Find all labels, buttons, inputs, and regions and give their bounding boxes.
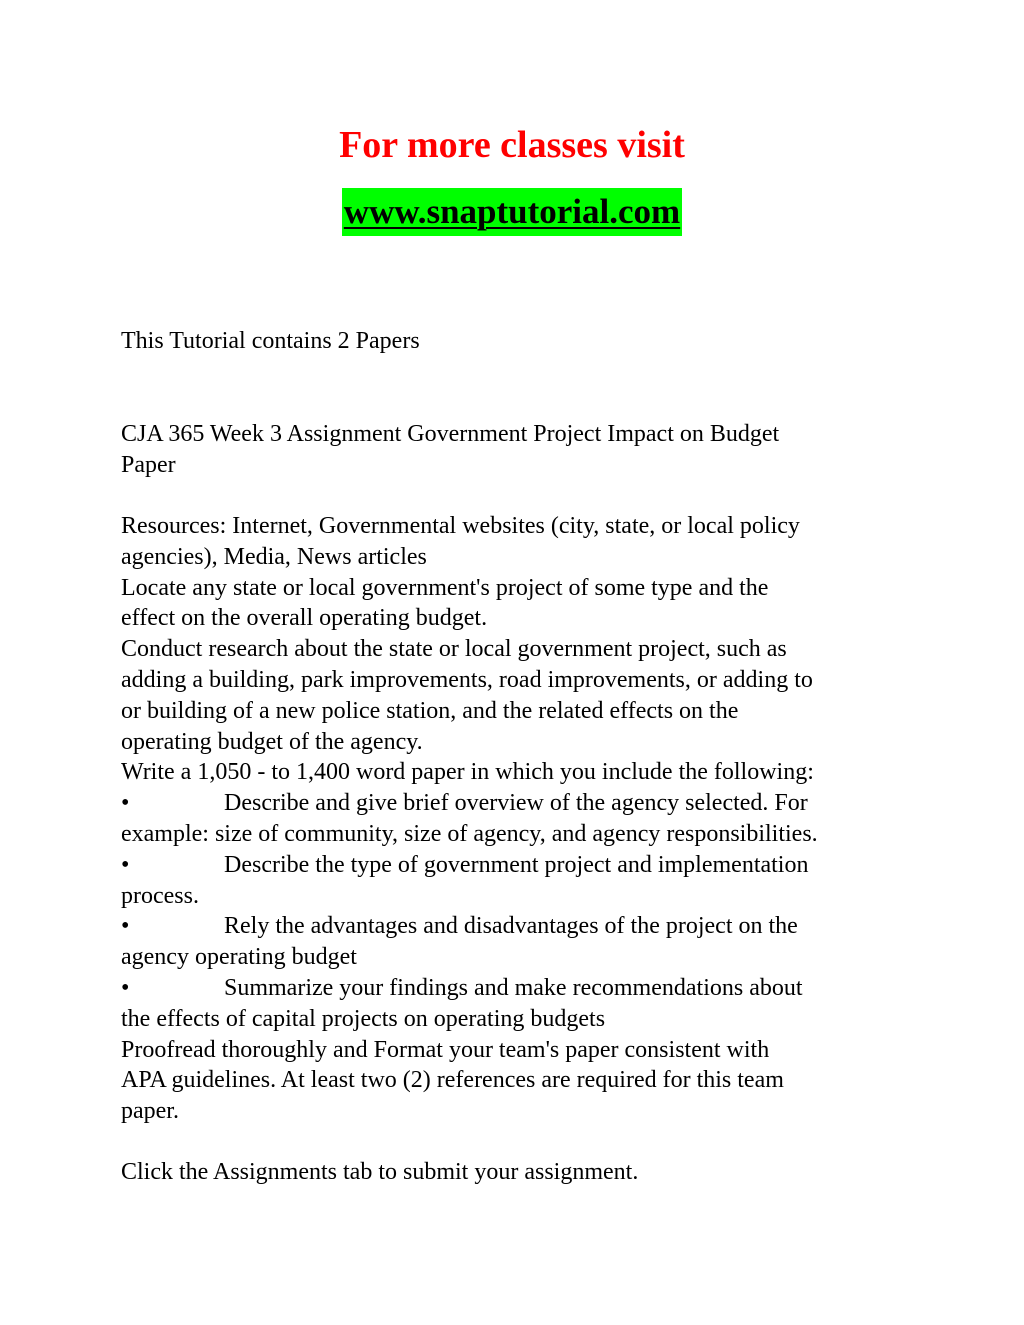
header-title: For more classes visit xyxy=(339,124,685,166)
bullet-icon: • xyxy=(121,913,130,940)
paper-title-line: Paper xyxy=(121,451,176,478)
bullet-item xyxy=(121,911,921,942)
bullet-text: Rely the advantages and disadvantages of the project on the xyxy=(224,913,798,940)
bullet-continuation: agency operating budget xyxy=(121,944,357,971)
assignment-content xyxy=(121,511,921,1127)
conduct-line: Conduct research about the state or local government project, such as xyxy=(121,636,787,663)
bullet-text: Describe the type of government project and implementation xyxy=(224,851,809,878)
resources-line: Resources: Internet, Governmental websites (city, state, or local policy xyxy=(121,513,800,539)
bullet-text: Summarize your findings and make recommendations about xyxy=(224,974,803,1001)
bullet-icon: • xyxy=(121,851,130,878)
locate-line: Locate any state or local government's project of some type and the xyxy=(121,574,769,601)
bullet-item xyxy=(121,850,921,881)
proofread-line: Proofread thoroughly and Format your team's paper consistent with xyxy=(121,1036,770,1063)
bullet-text: Describe and give brief overview of the agency selected. For xyxy=(224,790,808,817)
paper-title-line: CJA 365 Week 3 Assignment Government Project Impact on Budget xyxy=(121,421,780,447)
bullet-continuation: process. xyxy=(121,882,199,909)
proofread-line: APA guidelines. At least two (2) references are required for this team xyxy=(121,1067,784,1094)
locate-line: effect on the overall operating budget. xyxy=(121,605,488,632)
paper-title xyxy=(121,419,921,481)
bullet-icon: • xyxy=(121,974,130,1001)
conduct-line: operating budget of the agency. xyxy=(121,728,423,755)
bullet-item xyxy=(121,788,921,819)
header-link-wrapper xyxy=(0,188,1024,236)
conduct-line: or building of a new police station, and the related effects on the xyxy=(121,697,739,724)
snaptutorial-link[interactable]: www.snaptutorial.com xyxy=(342,188,682,236)
resources-line: agencies), Media, News articles xyxy=(121,543,427,570)
conduct-line: adding a building, park improvements, road improvements, or adding to xyxy=(121,666,813,693)
bullet-continuation: the effects of capital projects on operating budgets xyxy=(121,1005,606,1032)
write-line: Write a 1,050 - to 1,400 word paper in which you include the following: xyxy=(121,759,814,786)
proofread-line: paper. xyxy=(121,1098,179,1125)
bullet-item xyxy=(121,973,921,1004)
bullet-icon: • xyxy=(121,790,130,817)
intro-text: This Tutorial contains 2 Papers xyxy=(121,328,420,354)
bullet-continuation: example: size of community, size of agency, and agency responsibilities. xyxy=(121,820,818,847)
closing-text: Click the Assignments tab to submit your assignment. xyxy=(121,1159,639,1185)
